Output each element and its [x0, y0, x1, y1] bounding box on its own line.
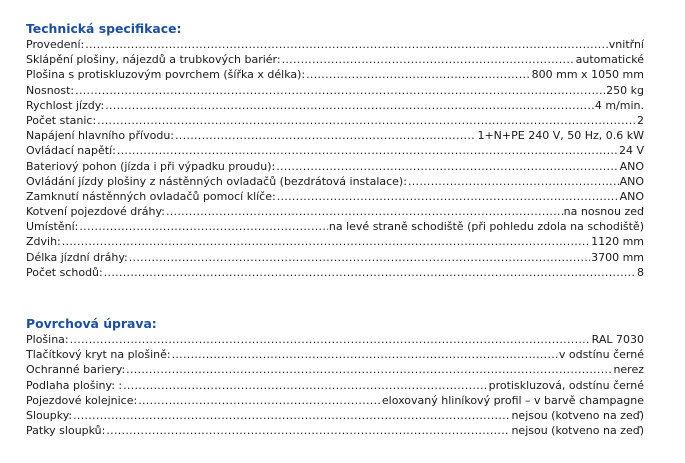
- surface-list: [26, 332, 644, 438]
- spec-label: Délka jízdní dráhy:: [26, 250, 128, 264]
- dot-leader: [129, 250, 590, 265]
- spec-value: 1120 mm: [591, 235, 644, 249]
- spec-label: Patky sloupků:: [26, 424, 106, 438]
- spec-row: [26, 128, 644, 143]
- technical-section: [26, 21, 644, 280]
- spec-value: na levé straně schodiště (při pohledu zdola na schodiště): [328, 220, 644, 234]
- spec-value: 250 kg: [606, 83, 644, 97]
- technical-list: [26, 37, 644, 280]
- spec-row: [26, 67, 644, 82]
- spec-label: Napájení hlavního přívodu:: [26, 129, 175, 143]
- dot-leader: [85, 37, 608, 52]
- spec-label: Ovládací napětí:: [26, 144, 116, 158]
- dot-leader: [126, 362, 612, 377]
- spec-label: Ovládání jízdy plošiny z nástěnných ovladačů (bezdrátová instalace):: [26, 174, 407, 188]
- dot-leader: [79, 219, 328, 234]
- spec-value: 1+N+PE 240 V, 50 Hz, 0.6 kW: [477, 129, 644, 143]
- spec-row: [26, 250, 644, 265]
- spec-row: [26, 393, 644, 408]
- spec-value: 4 m/min.: [594, 98, 644, 112]
- spec-row: [26, 332, 644, 347]
- dot-leader: [172, 347, 558, 362]
- dot-leader: [117, 143, 618, 158]
- dot-leader: [408, 174, 619, 189]
- spec-row: [26, 174, 644, 189]
- dot-leader: [166, 204, 563, 219]
- spec-label: Sloupky:: [26, 408, 73, 422]
- spec-row: [26, 362, 644, 377]
- spec-value: eloxovaný hliníkový profil – v barvě champagne: [381, 393, 644, 407]
- spec-row: [26, 98, 644, 113]
- spec-label: Podlaha plošiny: :: [26, 378, 123, 392]
- spec-row: [26, 408, 644, 423]
- dot-leader: [105, 98, 594, 113]
- spec-value: nejsou (kotveno na zeď): [511, 424, 644, 438]
- spec-label: Počet stanic:: [26, 113, 97, 127]
- spec-label: Pojezdové kolejnice:: [26, 393, 138, 407]
- spec-row: [26, 219, 644, 234]
- spec-label: Plošina s protiskluzovým povrchem (šířka x délka):: [26, 68, 306, 82]
- spec-label: Bateriový pohon (jízda i při výpadku proudu):: [26, 159, 276, 173]
- dot-leader: [276, 159, 618, 174]
- spec-value: RAL 7030: [591, 333, 644, 346]
- dot-leader: [62, 234, 590, 249]
- dot-leader: [282, 52, 575, 67]
- spec-value: 8: [637, 265, 644, 279]
- spec-row: [26, 113, 644, 128]
- dot-leader: [138, 393, 381, 408]
- surface-title: Povrchová úprava:: [26, 316, 157, 331]
- technical-title: Technická specifikace:: [26, 21, 182, 36]
- spec-label: Nosnost:: [26, 83, 75, 97]
- spec-row: [26, 159, 644, 174]
- spec-value: 800 mm x 1050 mm: [531, 68, 644, 82]
- spec-value: v odstínu černé: [558, 348, 644, 362]
- spec-label: Zdvih:: [26, 235, 61, 249]
- spec-row: [26, 204, 644, 219]
- dot-leader: [123, 378, 488, 393]
- spec-label: Provedení:: [26, 38, 85, 51]
- spec-label: Počet schodů:: [26, 265, 103, 279]
- spec-label: Ochranné bariery:: [26, 363, 126, 377]
- spec-row: [26, 189, 644, 204]
- spec-label: Umístění:: [26, 220, 79, 234]
- dot-leader: [306, 67, 531, 82]
- spec-row: [26, 378, 644, 393]
- dot-leader: [104, 265, 636, 280]
- spec-row: [26, 347, 644, 362]
- spec-value: ANO: [619, 189, 644, 203]
- surface-section: [26, 316, 644, 438]
- spec-row: [26, 265, 644, 280]
- spec-value: 24 V: [618, 144, 644, 158]
- spec-label: Tlačítkový kryt na plošině:: [26, 348, 171, 362]
- spec-value: ANO: [619, 159, 644, 173]
- spec-value: ANO: [619, 174, 644, 188]
- dot-leader: [73, 408, 510, 423]
- spec-label: Kotvení pojezdové dráhy:: [26, 205, 165, 219]
- dot-leader: [75, 83, 605, 98]
- spec-label: Sklápění plošiny, nájezdů a trubkových bariér:: [26, 53, 281, 67]
- dot-leader: [277, 189, 619, 204]
- spec-row: [26, 52, 644, 67]
- dot-leader: [70, 332, 591, 347]
- dot-leader: [106, 423, 510, 438]
- spec-value: na nosnou zeď: [563, 205, 644, 219]
- spec-value: automatické: [575, 53, 644, 67]
- dot-leader: [175, 128, 476, 143]
- spec-label: Rychlost jízdy:: [26, 98, 105, 112]
- spec-row: [26, 83, 644, 98]
- dot-leader: [97, 113, 636, 128]
- spec-value: nejsou (kotveno na zeď): [511, 408, 644, 422]
- spec-row: [26, 234, 644, 249]
- spec-row: [26, 143, 644, 158]
- spec-value: nerez: [613, 363, 644, 377]
- spec-row: [26, 423, 644, 438]
- spec-label: Zamknutí nástěnných ovladačů pomocí klíče:: [26, 189, 276, 203]
- spec-value: 3700 mm: [591, 250, 644, 264]
- spec-value: 2: [637, 113, 644, 127]
- spec-value: protiskluzová, odstínu černé: [488, 378, 644, 392]
- spec-value: vnitřní: [608, 38, 644, 51]
- spec-row: [26, 37, 644, 52]
- spec-label: Plošina:: [26, 333, 69, 346]
